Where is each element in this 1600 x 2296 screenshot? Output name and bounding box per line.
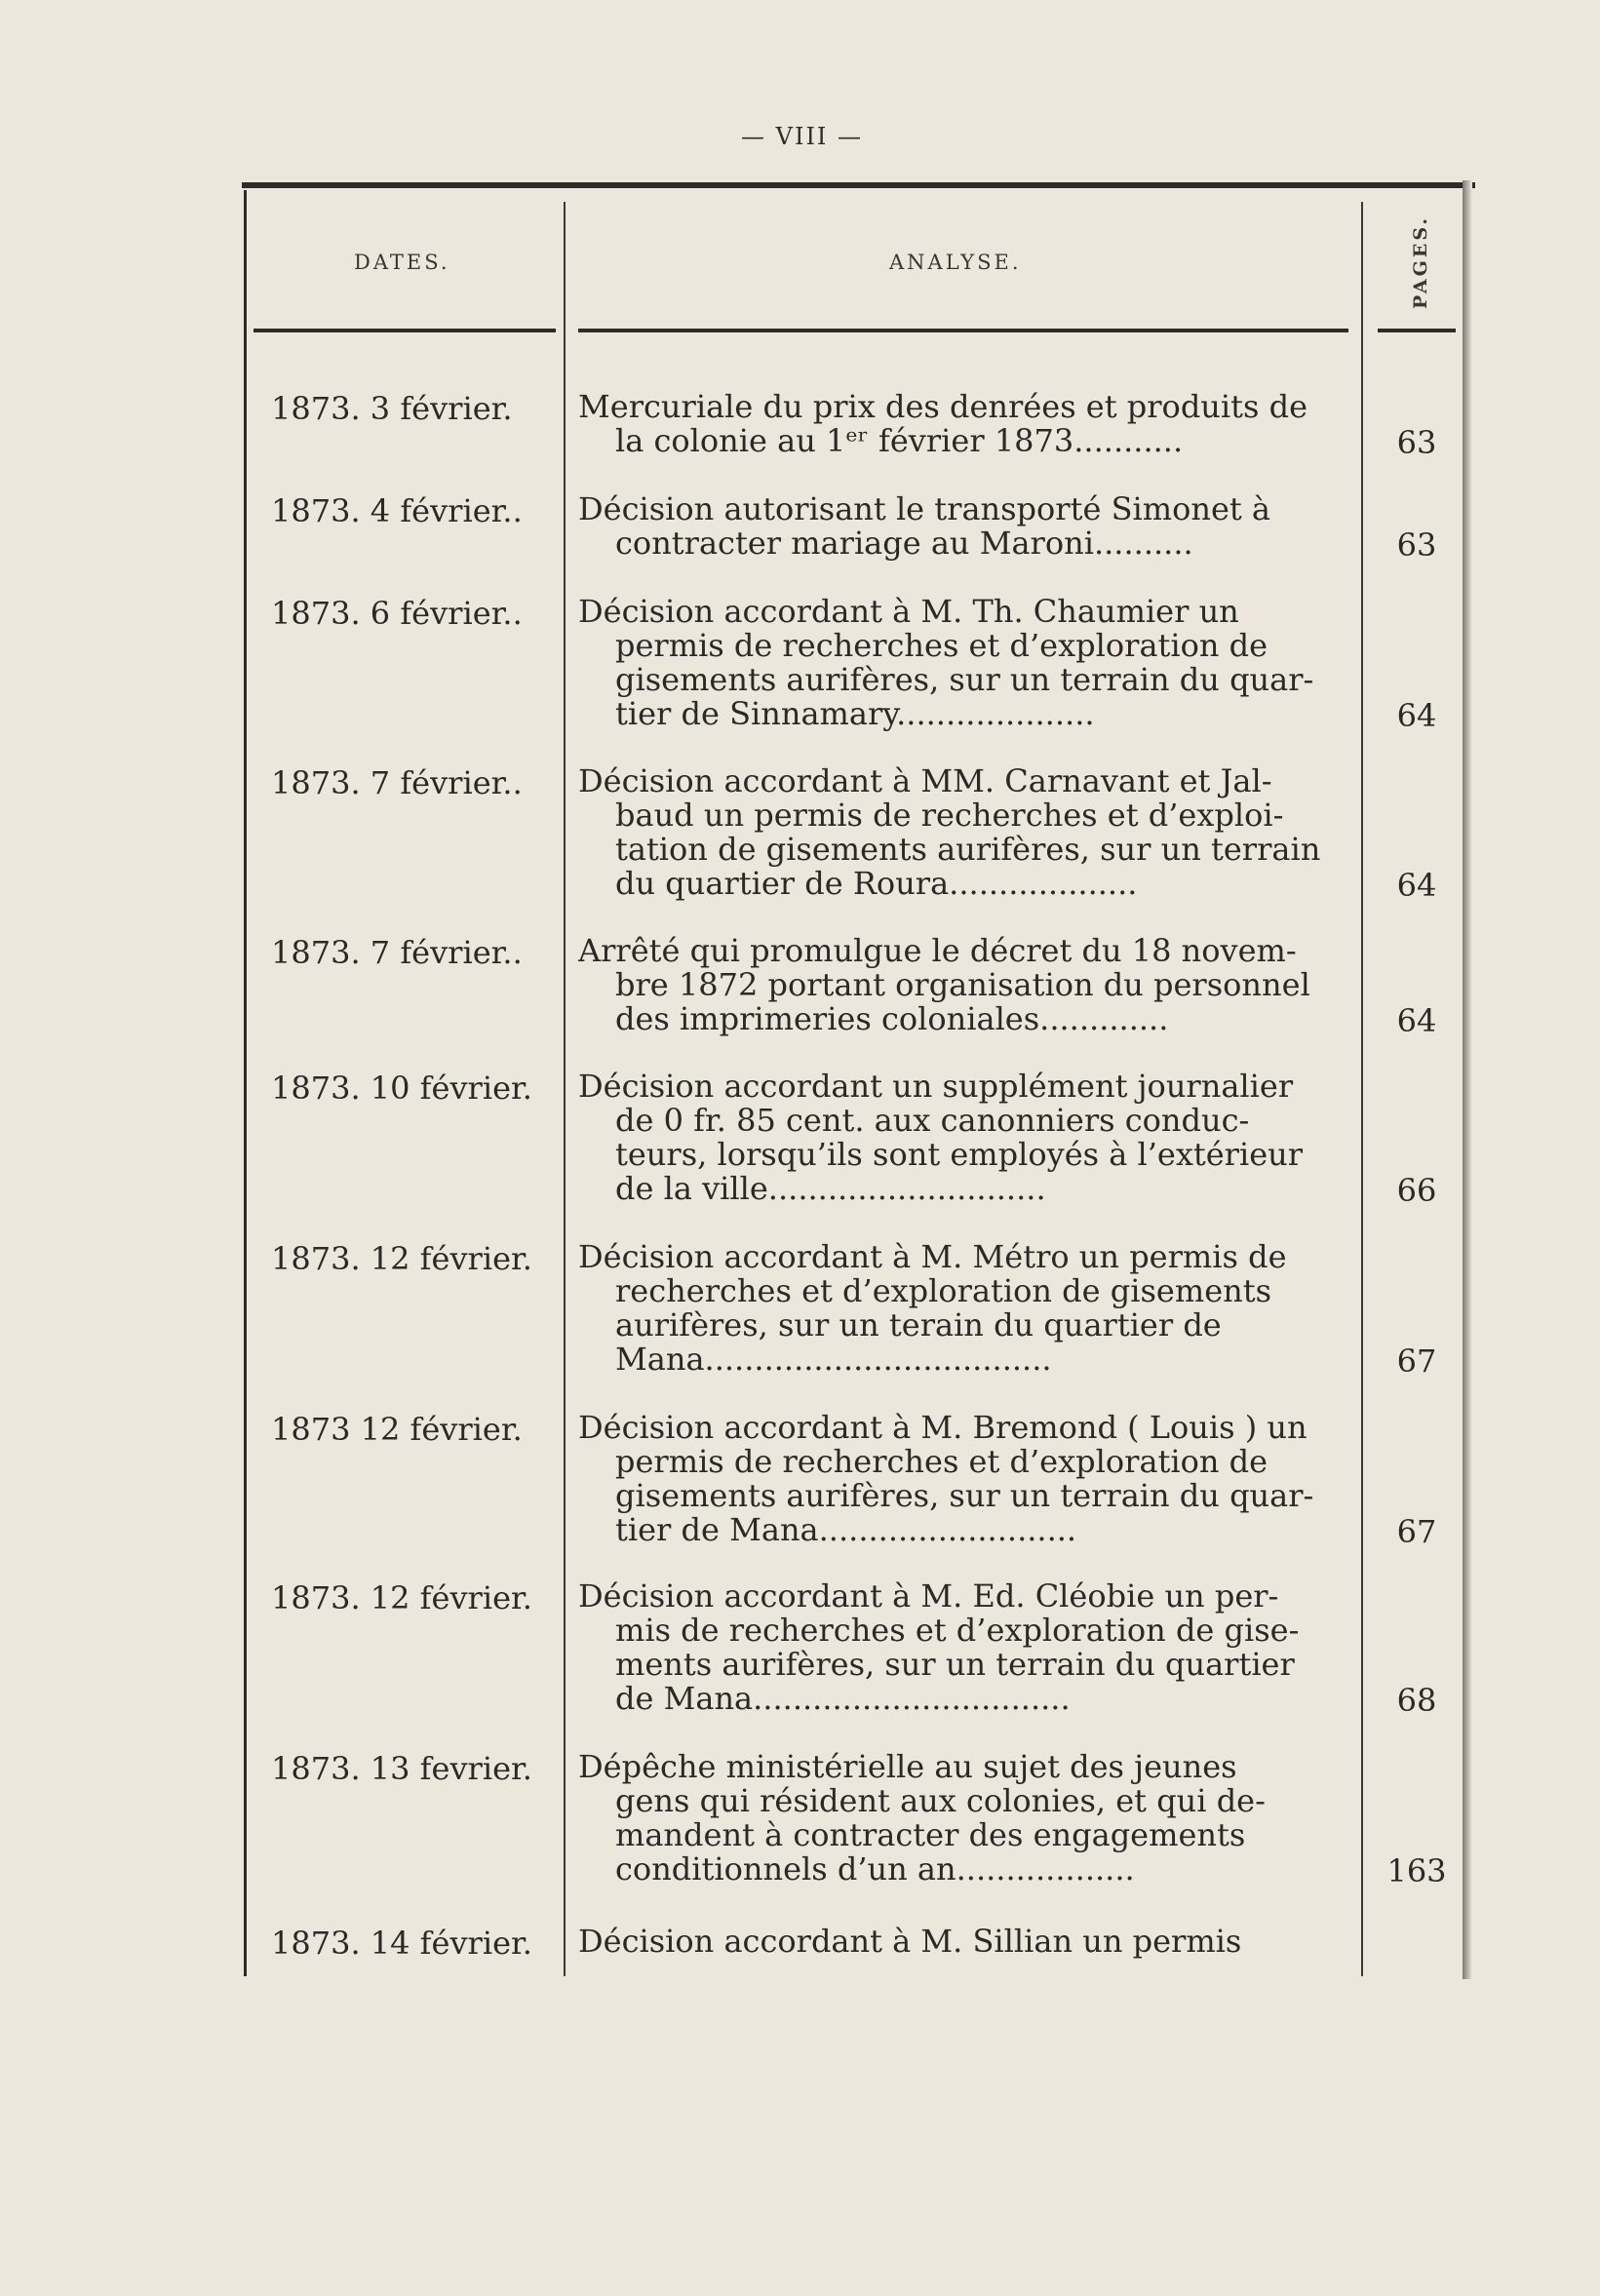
analysis-line: de Mana................................ (615, 1682, 1071, 1716)
analysis-line: Dépêche ministérielle au sujet des jeunes (578, 1750, 1237, 1784)
analysis-line: aurifères, sur un terain du quartier de (615, 1308, 1222, 1343)
analysis-line: gisements aurifères, sur un terrain du quar- (615, 663, 1314, 697)
analysis-line: contracter mariage au Maroni.......... (615, 526, 1193, 561)
entry-date: 1873. 12 février. (271, 1579, 532, 1616)
analysis-line: Décision accordant à MM. Carnavant et Jal- (578, 764, 1272, 798)
entry-analysis (578, 934, 1348, 1036)
entry-analysis (578, 764, 1348, 901)
header-dates: DATES. (354, 251, 450, 274)
entry-page-number: 163 (1386, 1852, 1447, 1889)
page-number: — VIII — (741, 123, 864, 150)
entry-date: 1873. 14 février. (271, 1925, 532, 1962)
entry-date: 1873. 4 février.. (271, 492, 523, 529)
entry-page-number: 64 (1396, 697, 1437, 734)
analysis-line: bre 1872 portant organisation du personnel (615, 968, 1310, 1002)
entry-page-number: 64 (1396, 1002, 1437, 1039)
analysis-line: Décision accordant à M. Th. Chaumier un (578, 595, 1239, 629)
analysis-line: Mercuriale du prix des denrées et produits de (578, 390, 1308, 424)
entry-date: 1873. 10 février. (271, 1070, 532, 1107)
entry-date: 1873. 13 fevrier. (271, 1750, 532, 1787)
analysis-line: permis de recherches et d’exploration de (615, 629, 1268, 663)
analysis-line: permis de recherches et d’exploration de (615, 1445, 1268, 1479)
entry-analysis (578, 1750, 1348, 1887)
analysis-line: tier de Sinnamary.................... (615, 697, 1095, 731)
entry-date: 1873. 7 février.. (271, 764, 523, 801)
index-table (242, 182, 1475, 1976)
analysis-line: Décision accordant à M. Bremond ( Louis ) un (578, 1411, 1307, 1445)
analysis-line: baud un permis de recherches et d’exploi- (615, 798, 1284, 833)
analysis-line: conditionnels d’un an.................. (615, 1852, 1135, 1887)
entry-date: 1873 12 février. (271, 1411, 523, 1448)
entry-analysis (578, 595, 1348, 731)
entry-analysis (578, 1925, 1348, 1959)
analysis-line: Arrêté qui promulgue le décret du 18 novem- (578, 934, 1297, 968)
analysis-line: Mana................................... (615, 1343, 1052, 1377)
entry-analysis (578, 1579, 1348, 1716)
entry-analysis (578, 1070, 1348, 1206)
analysis-line: mis de recherches et d’exploration de gise- (615, 1614, 1300, 1648)
table-top-rule (242, 182, 1475, 188)
page-edge-shadow (1463, 180, 1472, 1979)
analysis-line: recherches et d’exploration de gisements (615, 1274, 1272, 1308)
entry-analysis (578, 1240, 1348, 1377)
entry-page-number: 67 (1396, 1513, 1437, 1550)
analysis-line: teurs, lorsqu’ils sont employés à l’extérieur (615, 1138, 1304, 1172)
analysis-line: Décision accordant un supplément journalier (578, 1070, 1294, 1104)
entry-date: 1873. 12 février. (271, 1240, 532, 1277)
entry-page-number: 66 (1396, 1172, 1437, 1209)
column-divider-dates (564, 202, 566, 1976)
analysis-line: la colonie au 1ᵉʳ février 1873........... (615, 424, 1184, 458)
analysis-line: Décision accordant à M. Métro un permis de (578, 1240, 1287, 1274)
analysis-line: Décision accordant à M. Ed. Cléobie un per- (578, 1579, 1279, 1614)
table-left-rule (244, 190, 247, 1976)
entry-analysis (578, 492, 1348, 561)
analysis-line: ments aurifères, sur un terrain du quartier (615, 1648, 1295, 1682)
header-pages: PAGES. (1410, 214, 1431, 309)
analysis-line: de la ville............................ (615, 1172, 1046, 1206)
header-underline-dates (254, 329, 556, 332)
column-divider-pages (1361, 202, 1363, 1976)
header-analyse: ANALYSE. (889, 251, 1022, 274)
entry-page-number: 63 (1396, 526, 1437, 564)
entry-analysis (578, 390, 1348, 458)
header-underline-pages (1378, 329, 1456, 332)
entry-date: 1873. 6 février.. (271, 595, 523, 632)
analysis-line: des imprimeries coloniales............. (615, 1002, 1169, 1036)
analysis-line: Décision autorisant le transporté Simonet à (578, 492, 1270, 526)
analysis-line: gens qui résident aux colonies, et qui de- (615, 1784, 1266, 1818)
entry-date: 1873. 7 février.. (271, 934, 523, 971)
header-underline-analyse (578, 329, 1348, 332)
entry-page-number: 64 (1396, 867, 1437, 904)
entry-page-number: 63 (1396, 424, 1437, 461)
entry-page-number: 67 (1396, 1343, 1437, 1380)
analysis-line: de 0 fr. 85 cent. aux canonniers conduc- (615, 1104, 1250, 1138)
entry-analysis (578, 1411, 1348, 1547)
analysis-line: tation de gisements aurifères, sur un terrain (615, 833, 1321, 867)
analysis-line: Décision accordant à M. Sillian un permis (578, 1925, 1242, 1959)
analysis-line: gisements aurifères, sur un terrain du quar- (615, 1479, 1314, 1513)
entry-date: 1873. 3 février. (271, 390, 513, 427)
entry-page-number: 68 (1396, 1682, 1437, 1719)
analysis-line: mandent à contracter des engagements (615, 1818, 1246, 1852)
analysis-line: tier de Mana.......................... (615, 1513, 1077, 1547)
analysis-line: du quartier de Roura................... (615, 867, 1138, 901)
